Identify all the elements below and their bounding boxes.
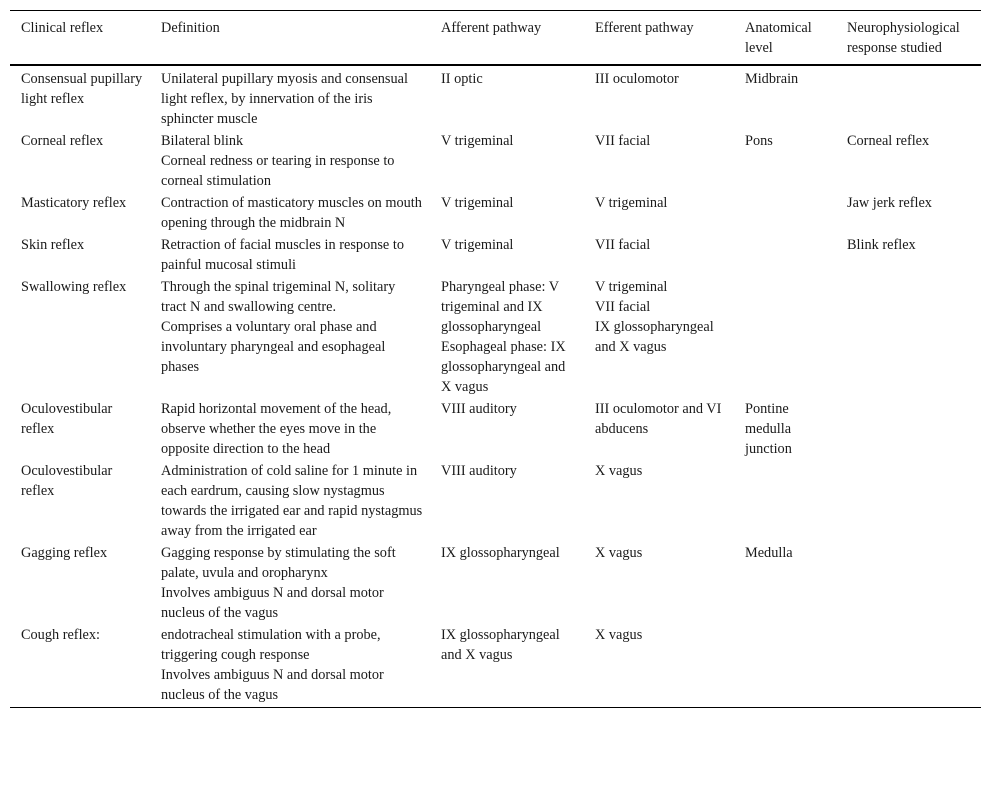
cell-anatomical-level — [734, 461, 836, 543]
table-row — [10, 235, 981, 277]
cell-line: Corneal redness or tearing in response to corneal stimulation — [161, 153, 395, 189]
cell-line: Involves ambiguus N and dorsal motor nucleus of the vagus — [161, 667, 384, 703]
table-row — [10, 543, 981, 625]
cell-efferent-pathway — [584, 461, 734, 543]
cell-line: II optic — [441, 71, 483, 87]
cell-line: IX glossopharyngeal — [441, 545, 560, 561]
table-row — [10, 65, 981, 131]
cell-anatomical-level: Medulla — [745, 545, 793, 561]
cell-line: X vagus — [595, 545, 643, 561]
cell-efferent-pathway — [584, 543, 734, 625]
cell-efferent-pathway — [584, 625, 734, 708]
cell-definition — [150, 131, 430, 193]
cell-anatomical-level: Pontine medulla junction — [745, 401, 792, 457]
cell-clinical-reflex: Cough reflex: — [21, 627, 101, 643]
table-row — [10, 131, 981, 193]
cell-line: X vagus — [595, 627, 643, 643]
header-anatomical-level: Anatomical level — [745, 20, 812, 56]
cell-line: VII facial — [595, 133, 651, 149]
header-definition: Definition — [161, 20, 220, 36]
cell-definition — [150, 277, 430, 399]
header-afferent-pathway: Afferent pathway — [441, 20, 542, 36]
cell-neurophysiological-response — [836, 625, 981, 708]
cell-afferent-pathway — [430, 399, 584, 461]
table-row — [10, 399, 981, 461]
cell-afferent-pathway — [430, 543, 584, 625]
cell-line: X vagus — [595, 463, 643, 479]
cell-clinical-reflex: Masticatory reflex — [21, 195, 127, 211]
reflex-table-container — [10, 10, 981, 708]
cell-definition — [150, 543, 430, 625]
cell-afferent-pathway — [430, 625, 584, 708]
cell-line: Comprises a voluntary oral phase and involuntary pharyngeal and esophageal phases — [161, 319, 386, 375]
header-row — [10, 11, 981, 66]
cell-line: VII facial — [595, 299, 651, 315]
table-row — [10, 461, 981, 543]
cell-definition — [150, 399, 430, 461]
cell-line: Administration of cold saline for 1 minute in each eardrum, causing slow nystagmus towards the irrigated ear and rapid nystagmus away from the irrigated ear — [161, 463, 423, 539]
cell-definition — [150, 65, 430, 131]
cell-line: endotracheal stimulation with a probe, triggering cough response — [161, 627, 381, 663]
cell-anatomical-level — [734, 235, 836, 277]
table-row — [10, 625, 981, 708]
table-header — [10, 11, 981, 66]
cell-neurophysiological-response: Jaw jerk reflex — [847, 195, 932, 211]
header-clinical-reflex: Clinical reflex — [21, 20, 104, 36]
cell-afferent-pathway — [430, 461, 584, 543]
cell-afferent-pathway — [430, 235, 584, 277]
cell-line: III oculomotor and VI abducens — [595, 401, 722, 437]
cell-anatomical-level — [734, 277, 836, 399]
cell-anatomical-level — [734, 193, 836, 235]
cell-clinical-reflex: Oculovestibular reflex — [21, 463, 113, 499]
cell-clinical-reflex: Skin reflex — [21, 237, 85, 253]
cell-definition — [150, 193, 430, 235]
header-efferent-pathway: Efferent pathway — [595, 20, 694, 36]
cell-line: Retraction of facial muscles in response to painful mucosal stimuli — [161, 237, 404, 273]
cell-anatomical-level — [734, 625, 836, 708]
cell-line: VIII auditory — [441, 401, 517, 417]
table-row — [10, 277, 981, 399]
cell-neurophysiological-response — [836, 543, 981, 625]
cell-line: Unilateral pupillary myosis and consensual light reflex, by innervation of the iris sphincter muscle — [161, 71, 408, 127]
cell-line: Involves ambiguus N and dorsal motor nucleus of the vagus — [161, 585, 384, 621]
cell-line: Pharyngeal phase: V trigeminal and IX glossopharyngeal — [441, 279, 559, 335]
header-neurophysiological-response: Neurophysiological response studied — [847, 20, 960, 56]
cell-clinical-reflex: Swallowing reflex — [21, 279, 127, 295]
cell-line: V trigeminal — [441, 195, 514, 211]
cell-neurophysiological-response — [836, 277, 981, 399]
table-body — [10, 65, 981, 708]
cell-afferent-pathway — [430, 277, 584, 399]
reflex-table — [10, 10, 981, 708]
cell-neurophysiological-response — [836, 461, 981, 543]
cell-definition — [150, 461, 430, 543]
cell-line: IX glossopharyngeal and X vagus — [595, 319, 714, 355]
cell-efferent-pathway — [584, 399, 734, 461]
table-row — [10, 193, 981, 235]
cell-efferent-pathway — [584, 131, 734, 193]
cell-anatomical-level: Midbrain — [745, 71, 799, 87]
cell-clinical-reflex: Oculovestibular reflex — [21, 401, 113, 437]
cell-efferent-pathway — [584, 193, 734, 235]
cell-anatomical-level: Pons — [745, 133, 773, 149]
cell-line: Contraction of masticatory muscles on mouth opening through the midbrain N — [161, 195, 422, 231]
cell-neurophysiological-response — [836, 399, 981, 461]
cell-definition — [150, 625, 430, 708]
cell-efferent-pathway — [584, 277, 734, 399]
cell-line: V trigeminal — [441, 237, 514, 253]
cell-clinical-reflex: Consensual pupillary light reflex — [21, 71, 143, 107]
cell-neurophysiological-response: Corneal reflex — [847, 133, 930, 149]
cell-line: VIII auditory — [441, 463, 517, 479]
cell-line: V trigeminal — [595, 279, 668, 295]
cell-afferent-pathway — [430, 65, 584, 131]
cell-line: IX glossopharyngeal and X vagus — [441, 627, 560, 663]
cell-line: VII facial — [595, 237, 651, 253]
cell-line: Rapid horizontal movement of the head, observe whether the eyes move in the opposite direction to the head — [161, 401, 392, 457]
cell-line: Esophageal phase: IX glossopharyngeal and X vagus — [441, 339, 566, 395]
cell-neurophysiological-response — [836, 65, 981, 131]
cell-efferent-pathway — [584, 65, 734, 131]
cell-clinical-reflex: Corneal reflex — [21, 133, 104, 149]
cell-line: III oculomotor — [595, 71, 679, 87]
cell-afferent-pathway — [430, 131, 584, 193]
cell-definition — [150, 235, 430, 277]
cell-efferent-pathway — [584, 235, 734, 277]
cell-line: V trigeminal — [441, 133, 514, 149]
cell-line: Through the spinal trigeminal N, solitary tract N and swallowing centre. — [161, 279, 396, 315]
cell-line: Bilateral blink — [161, 133, 244, 149]
cell-line: Gagging response by stimulating the soft palate, uvula and oropharynx — [161, 545, 396, 581]
cell-clinical-reflex: Gagging reflex — [21, 545, 108, 561]
cell-line: V trigeminal — [595, 195, 668, 211]
cell-neurophysiological-response: Blink reflex — [847, 237, 916, 253]
cell-afferent-pathway — [430, 193, 584, 235]
